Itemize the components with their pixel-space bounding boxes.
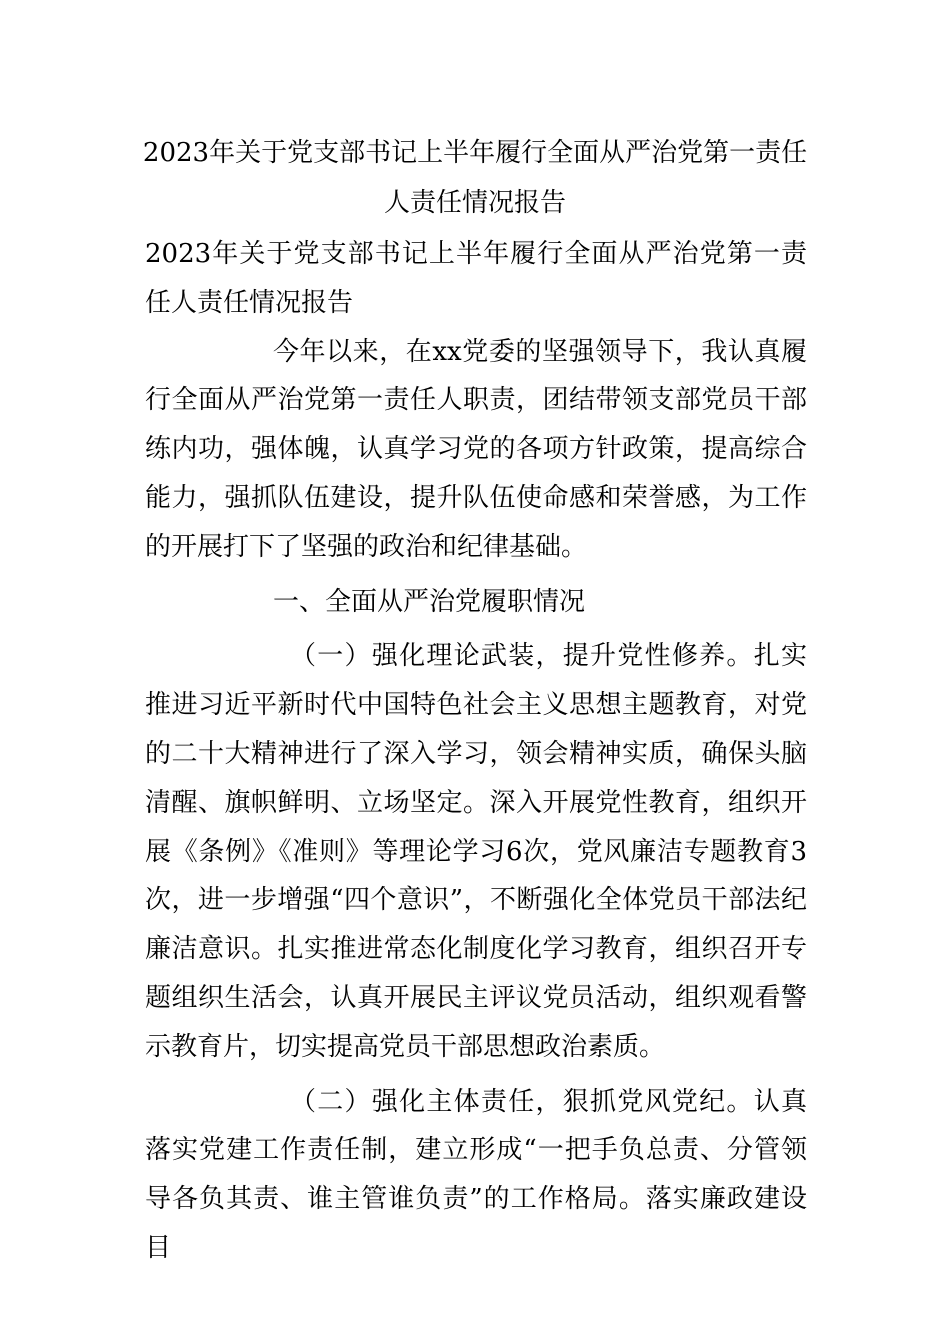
- section-heading-1: 一、全面从严治党履职情况: [273, 586, 586, 617]
- intro-paragraph: 今年以来，在xx党委的坚强领导下，我认真履行全面从严治党第一责任人职责，团结带领支部党员干部练内功，强体魄，认真学习党的各项方针政策，提高综合能力，强抓队伍建设，提升队伍使命感和荣誉感，为工作的开展打下了坚强的政治和纪律基础。: [145, 336, 807, 562]
- subsection-paragraph-2: （二）强化主体责任，狠抓党风党纪。认真落实党建工作责任制，建立形成“一把手负总责、分管领导各负其责、谁主管谁负责”的工作格局。落实廉政建设目: [145, 1086, 807, 1263]
- repeated-title: 2023年关于党支部书记上半年履行全面从严治党第一责任人责任情况报告: [145, 239, 807, 318]
- document-body: [145, 230, 807, 1273]
- document-title: 2023年关于党支部书记上半年履行全面从严治党第一责任人责任情况报告: [142, 138, 808, 218]
- subsection-paragraph-1: （一）强化理论武装，提升党性修养。扎实推进习近平新时代中国特色社会主义思想主题教育，对党的二十大精神进行了深入学习，领会精神实质，确保头脑清醒、旗帜鲜明、立场坚定。深入开展党性教育，组织开展《条例》《准则》等理论学习6次，党风廉洁专题教育3次，进一步增强“四个意识”，不断强化全体党员干部法纪廉洁意识。扎实推进常态化制度化学习教育，组织召开专题组织生活会，认真开展民主评议党员活动，组织观看警示教育片，切实提高党员干部思想政治素质。: [145, 641, 807, 1062]
